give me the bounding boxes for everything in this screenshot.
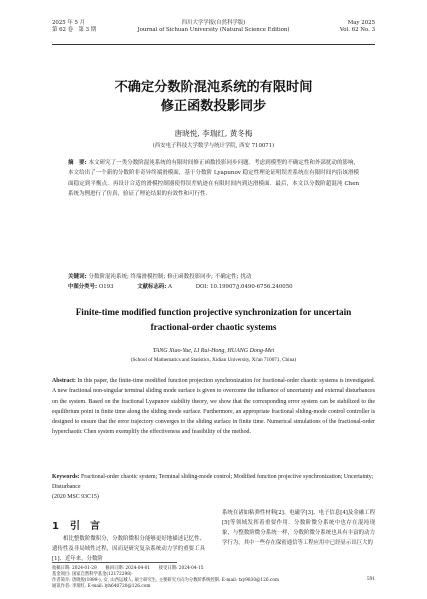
abstract-zh [68, 158, 359, 200]
keywords-en-label: Keywords: [52, 474, 80, 480]
section-number: 1 [52, 521, 59, 532]
title-zh-line-2: 修正函数投影同步 [160, 99, 267, 114]
keywords-en [52, 472, 375, 493]
msc-code: (2020 MSC 93C15) [52, 494, 99, 500]
doi-link[interactable]: DOI: 10.19907/j.0490-6756.240050 [195, 284, 293, 290]
classification-line [68, 282, 359, 292]
authors-en: TANG Xiao-Yue, LI Rui-Hong, HUANG Dong-Mei [152, 348, 275, 354]
clc-value: O193 [98, 284, 114, 290]
header-volume-zh: 第 62 卷 第 3 期 [52, 27, 97, 33]
section-title: 引 言 [69, 521, 100, 532]
keywords-zh [68, 272, 359, 282]
footnote-divider [52, 562, 177, 563]
journal-name-zh: 四川大学学报(自然科学版) [181, 20, 246, 26]
page-number: 591 [366, 576, 375, 582]
paper-title-zh [0, 78, 427, 116]
intro-right-column: 系统在诸如粘弹性材料[2]、电磁学[3]、电子信息[4]及金融工程[5]等领域发挥着重要作用．分数阶微分系统中也存在混沌现象，与整数阶微分系统一样，分数阶微分系统也具有丰富的动力学行为，其中一些存在保密通信等工程应用中已经显示出巨大的 [222, 510, 375, 547]
abstract-zh-text: 本文研究了一类分数阶混沌系统的有限时间修正函数投影同步问题．考虑到模型的不确定性和外部扰动的影响，本文给出了一个新的分数阶非奇异终端滑模面，基于分数阶 Lyapunov 稳定性理论证明误差系统在有限时间内沿该滑模面稳定到平衡点．再设计合适的滑模控制器使得误差轨迹在有限时间内到达滑模面．最后，本文以分数阶超混沌 Chen 系统为例进行了仿真，验证了理论结果的有效性和可行性． [68, 160, 360, 198]
journal-name-en: Journal of Sichuan University (Natural Science Edition) [137, 27, 290, 33]
title-zh-line-1: 不确定分数阶混沌系统的有限时间 [114, 80, 313, 95]
footnote-dates: 收稿日期: 2024-01-29 修回日期: 2024-04-01 接受日期: 2024-04-15 [52, 566, 204, 571]
abstract-en [52, 376, 375, 438]
footnote-funding: 基金项目: 国家自然科学基金(12172298) [52, 572, 132, 577]
paper-title-en [0, 305, 427, 335]
header-divider [52, 44, 375, 45]
footnotes [52, 566, 375, 590]
header-volume-en: Vol. 62 No. 3 [339, 27, 375, 33]
abstract-en-text: In this paper, the finite-time modified function projection synchronization for fractional-order chaotic systems is investigated. A new fractional non-singular terminal sliding mode surface is given to overcome the influence of uncertainty and external disturbances on the system. Based on the fractional Lyapunov stability theory, we show that the corresponding error system can be stabilized to the equilibrium point in finite time along the sliding mode surface. Furthermore, an appropriate fractional sliding-mode control controller is designed to ensure that the error trajectory converges to the sliding surface in finite time. Numerical simulations of the fractional-order hyperchaotic Chen system exemplify the effectiveness and feasibility of the method. [52, 378, 375, 436]
keywords-zh-label: 关键词: [68, 274, 87, 280]
abstract-en-label: Abstract: [52, 378, 76, 384]
header-center [52, 20, 375, 34]
doc-code-label: 文献标志码: [137, 284, 167, 290]
header-right [340, 20, 375, 34]
running-header [52, 20, 375, 42]
footnote-corresponding-author: 通讯作者: 李瑞红. E-mail: lyh640720@126.com [52, 584, 151, 589]
header-date-zh: 2025 年 5 月 [52, 20, 86, 26]
abstract-zh-label: 摘 要: [68, 160, 87, 166]
doc-code-value: A [168, 284, 172, 290]
authors-zh: 唐晓悦, 李瑞红, 黄冬梅 [174, 129, 253, 138]
keywords-en-text: Fractional-order chaotic system; Terminal sliding-mode control; Modified function projective synchronization; Uncertainty; Disturbance [52, 474, 374, 491]
intro-left-column: 相比整数阶微积分，分数阶微积分能够更好地描述记忆性、遗传性及非局域性过程，因而是研究复杂系统动力学的重要工具[1]．近年来，分数阶 [52, 536, 205, 563]
affiliation-zh: (西安电子科技大学数学与统计学院, 西安 710071) [152, 143, 275, 149]
keywords-zh-text: 分数阶混沌系统; 终端滑模控制; 修正函数投影同步; 不确定性; 扰动 [88, 274, 252, 280]
title-en-line-2: fractional-order chaotic systems [150, 322, 277, 332]
footnote-author-bio: 作者简介: 唐晓悦(1999-), 女, 山西运城人, 硕士研究生, 主要研究方向为分数阶系统控制. E-mail: txy9830@126.com [52, 578, 280, 583]
header-date-en: May 2025 [347, 20, 375, 26]
section-heading-introduction [52, 517, 100, 532]
affiliation-en: (School of Mathematics and Statistics, Xidian University, Xi'an 710071, China) [130, 357, 297, 363]
clc-label: 中图分类号: [68, 284, 98, 290]
title-en-line-1: Finite-time modified function projective synchronization for uncertain [75, 307, 352, 317]
